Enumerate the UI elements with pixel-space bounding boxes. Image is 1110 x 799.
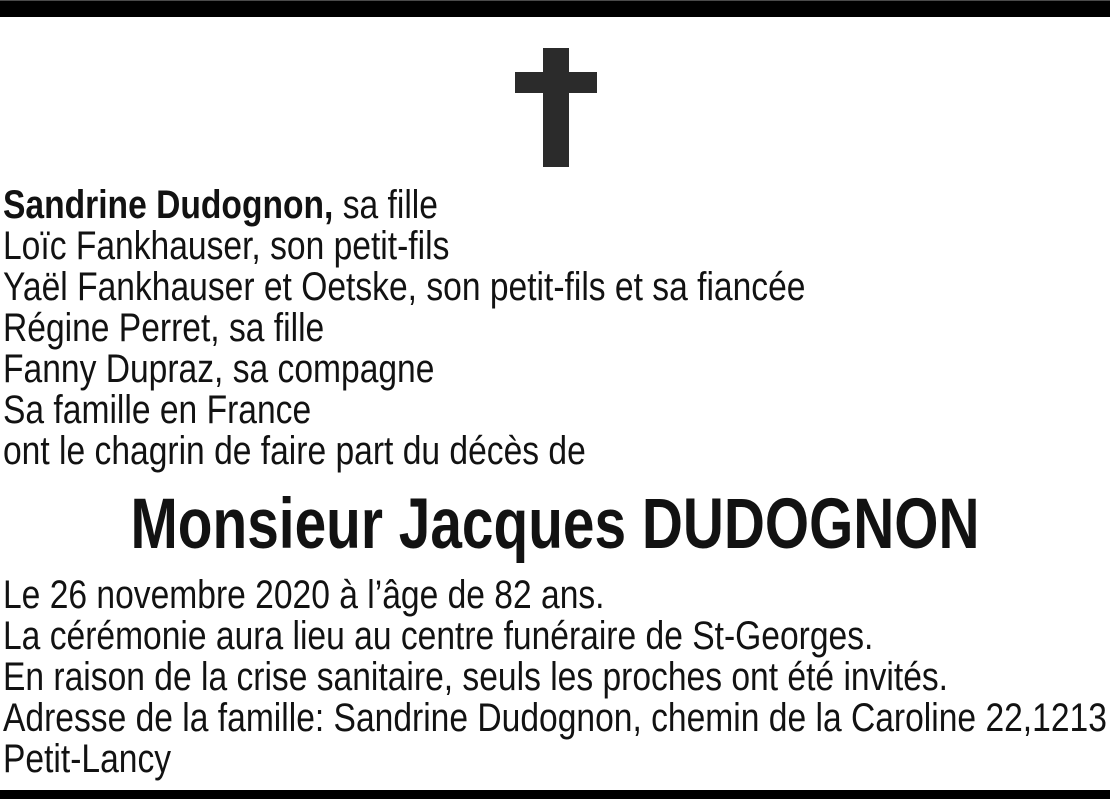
family-line (3, 267, 935, 308)
family-member-relation: Régine Perret, sa fille (3, 306, 325, 350)
intro-text: ont le chagrin de faire part du décès de (3, 429, 586, 473)
family-line (3, 390, 935, 431)
detail-line-restrictions: En raison de la crise sanitaire, seuls les proches ont été invités. (3, 655, 949, 699)
family-line (3, 308, 935, 349)
family-line (3, 226, 935, 267)
family-member-relation: Fanny Dupraz, sa compagne (3, 347, 435, 391)
bottom-border-bar (0, 790, 1110, 799)
cross-icon (515, 48, 597, 167)
family-line (3, 349, 935, 390)
intro-line (3, 431, 935, 472)
family-member-relation: Yaël Fankhauser et Oetske, son petit-fils et sa fiancée (3, 265, 806, 309)
family-line (3, 185, 935, 226)
family-list (3, 185, 1110, 472)
top-border-bar (0, 0, 1110, 17)
deceased-name-title: Monsieur Jacques DUDOGNON (130, 485, 980, 564)
cross-horizontal-bar (515, 72, 597, 93)
detail-line-date-age: Le 26 novembre 2020 à l’âge de 82 ans. (3, 573, 605, 617)
family-member-name-bold: Sandrine Dudognon, (3, 183, 334, 227)
family-member-relation: sa fille (333, 183, 438, 227)
detail-line-address: Adresse de la famille: Sandrine Dudognon, chemin de la Caroline 22,1213 (3, 696, 1107, 740)
family-member-relation: Sa famille en France (3, 388, 312, 432)
detail-line-ceremony: La cérémonie aura lieu au centre funéraire de St-Georges. (3, 614, 874, 658)
detail-line-address-city: Petit-Lancy (3, 737, 172, 781)
family-member-relation: Loïc Fankhauser, son petit-fils (3, 224, 450, 268)
cross-vertical-bar (543, 48, 569, 167)
details-block (3, 575, 1110, 780)
